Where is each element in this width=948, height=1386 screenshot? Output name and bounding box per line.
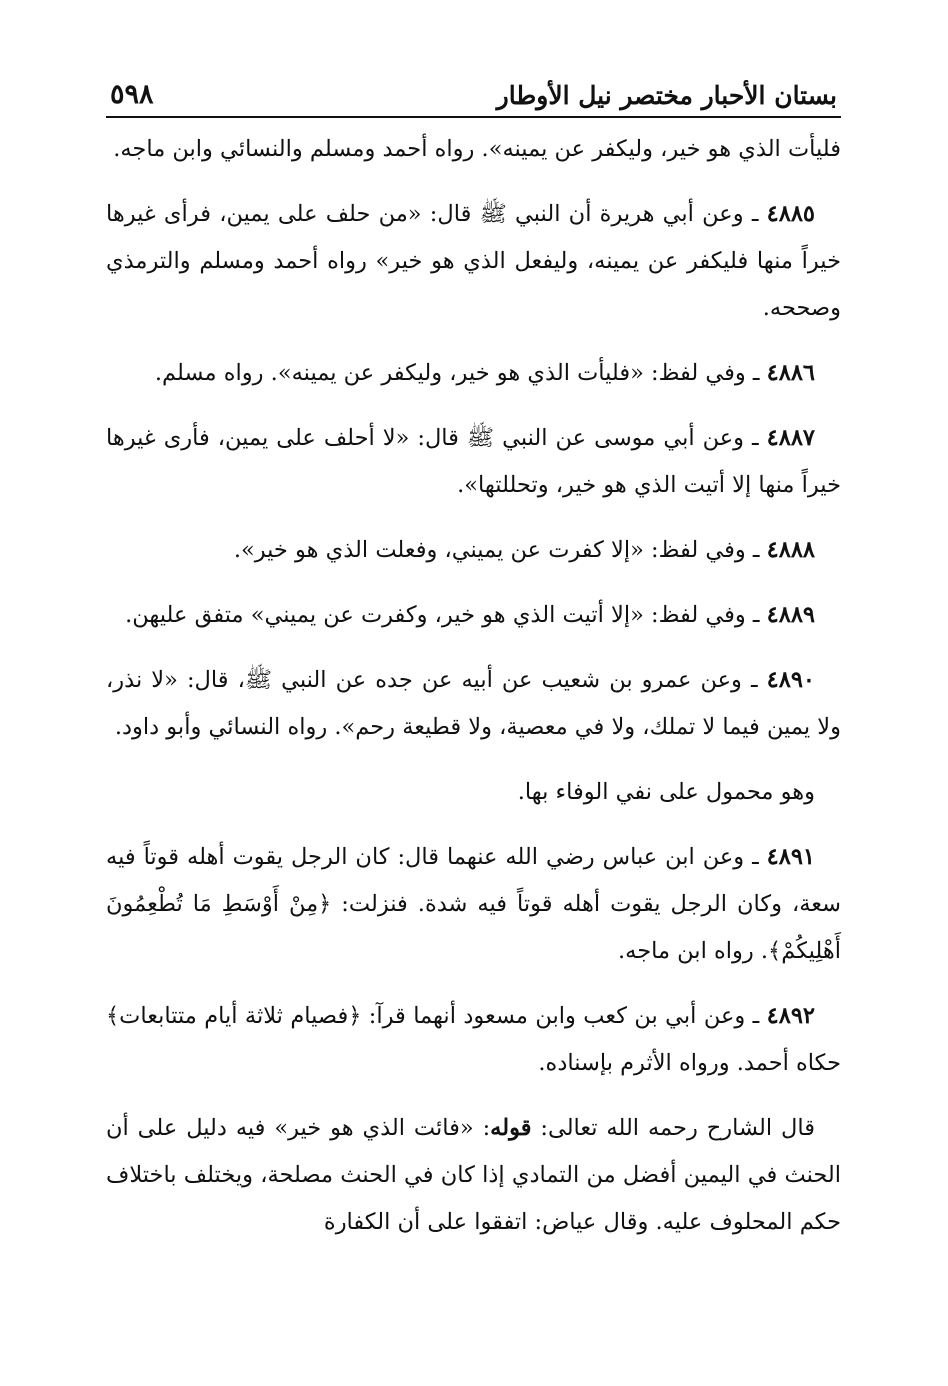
hadith-number: ٤٨٨٥ xyxy=(766,201,815,227)
commentary-paragraph xyxy=(106,1105,841,1246)
hadith-4888 xyxy=(106,527,841,574)
book-title: بستان الأحبار مختصر نيل الأوطار xyxy=(496,81,837,110)
hadith-text: ـ وعن أبي بن كعب وابن مسعود أنهما قرآ: ﴿فصيام ثلاثة أيام متتابعات﴾ حكاه أحمد. ورواه الأثرم بإسناده. xyxy=(106,1003,841,1076)
commentary-lead: قال الشارح رحمه الله تعالى: xyxy=(531,1115,815,1141)
hadith-text: ـ وفي لفظ: «إلا أتيت الذي هو خير، وكفرت عن يميني» متفق عليهن. xyxy=(125,602,767,628)
hadith-4886 xyxy=(106,350,841,397)
hadith-text: ـ وفي لفظ: «فليأت الذي هو خير، وليكفر عن يمينه». رواه مسلم. xyxy=(154,360,767,386)
hadith-4887 xyxy=(106,415,841,509)
hadith-text: ـ وعن أبي موسى عن النبي ﷺ قال: «لا أحلف على يمين، فأرى غيرها خيراً منها إلا أتيت الذي هو خير، وتحللتها». xyxy=(106,425,841,498)
hadith-4889 xyxy=(106,592,841,639)
page-number: ٥٩٨ xyxy=(110,79,154,110)
paragraph-continuation xyxy=(106,126,841,173)
paragraph-text: فليأت الذي هو خير، وليكفر عن يمينه». رواه أحمد ومسلم والنسائي وابن ماجه. xyxy=(113,136,841,162)
hadith-number: ٤٨٨٦ xyxy=(766,360,815,386)
hadith-number: ٤٨٨٨ xyxy=(766,537,815,563)
commentary-text: : «فائت الذي هو خير» فيه دليل على أن الحنث في اليمين أفضل من التمادي إذا كان في الحنث مصلحة، ويختلف باختلاف حكم المحلوف عليه. وقال عياض: اتفقوا على أن الكفارة xyxy=(106,1115,841,1235)
page-header xyxy=(106,66,841,118)
hadith-4892 xyxy=(106,993,841,1087)
page-body xyxy=(106,126,841,1246)
hadith-text: ـ وعن ابن عباس رضي الله عنهما قال: كان الرجل يقوت أهله قوتاً فيه سعة، وكان الرجل يقوت أهله قوتاً فيه شدة. فنزلت: ﴿مِنْ أَوْسَطِ مَا تُطْعِمُونَ أَهْلِيكُمْ﴾. رواه ابن ماجه. xyxy=(106,844,841,964)
hadith-4885 xyxy=(106,191,841,332)
hadith-text: ـ وفي لفظ: «إلا كفرت عن يميني، وفعلت الذي هو خير». xyxy=(233,537,767,563)
hadith-number: ٤٨٨٧ xyxy=(766,425,815,451)
hadith-text: ـ وعن أبي هريرة أن النبي ﷺ قال: «من حلف على يمين، فرأى غيرها خيراً منها فليكفر عن يمينه، وليفعل الذي هو خير» رواه أحمد ومسلم والترمذي وصححه. xyxy=(106,201,841,321)
note-paragraph xyxy=(106,769,841,816)
hadith-4891 xyxy=(106,834,841,975)
hadith-4890 xyxy=(106,657,841,751)
hadith-number: ٤٨٩١ xyxy=(766,844,815,870)
hadith-number: ٤٨٩٠ xyxy=(766,667,815,693)
paragraph-text: وهو محمول على نفي الوفاء بها. xyxy=(517,779,815,805)
hadith-number: ٤٨٩٢ xyxy=(766,1003,815,1029)
hadith-number: ٤٨٨٩ xyxy=(766,602,815,628)
commentary-keyword: قوله xyxy=(490,1115,532,1141)
document-page xyxy=(106,66,841,1264)
hadith-text: ـ وعن عمرو بن شعيب عن أبيه عن جده عن النبي ﷺ، قال: «لا نذر، ولا يمين فيما لا تملك، ولا في معصية، ولا قطيعة رحم». رواه النسائي وأبو داود. xyxy=(106,667,841,740)
